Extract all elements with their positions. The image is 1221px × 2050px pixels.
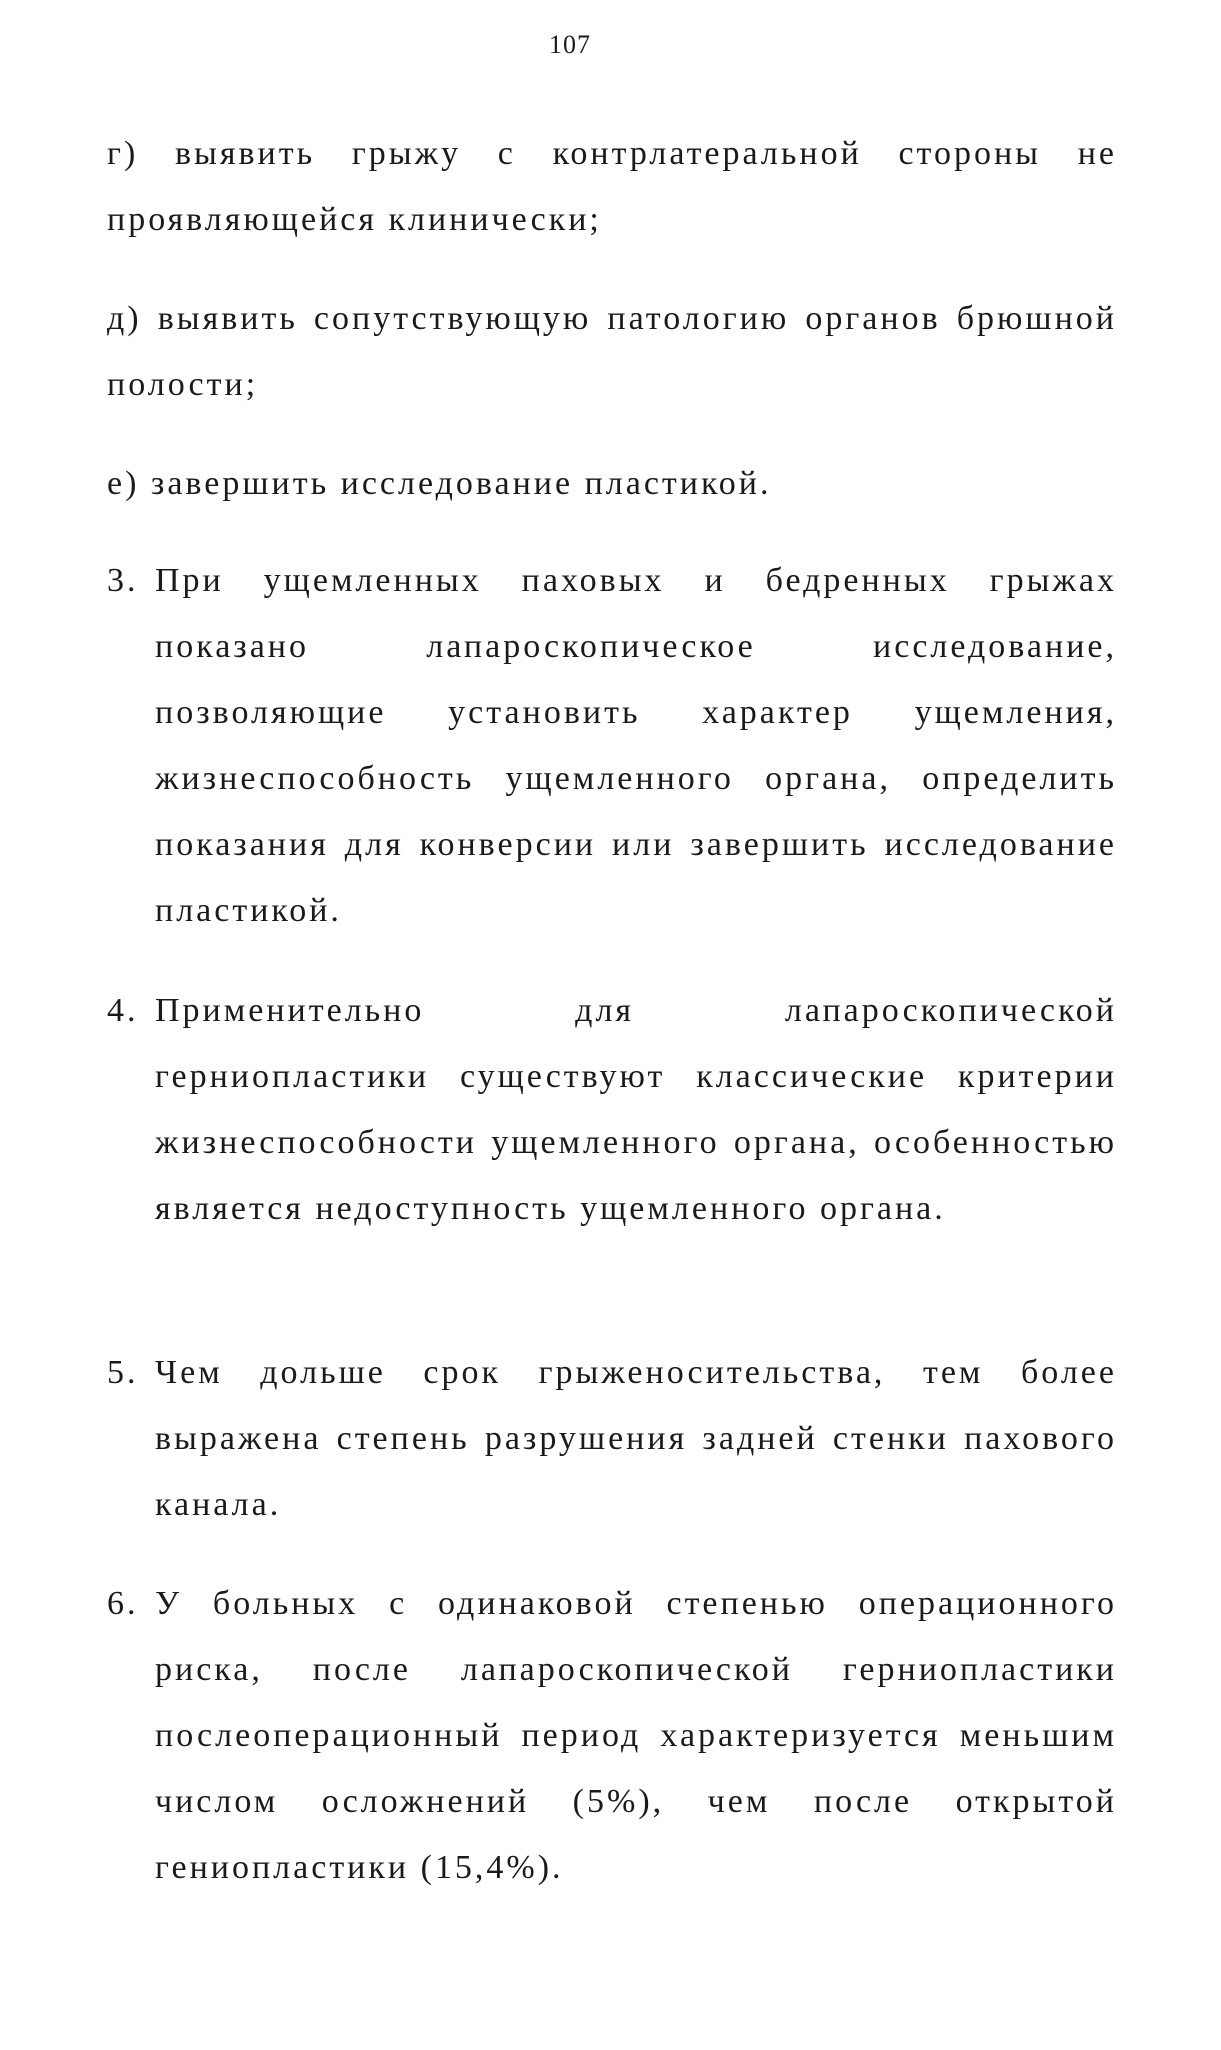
list-item-6 bbox=[107, 1571, 1117, 1901]
list-item-number: 4. bbox=[107, 992, 139, 1029]
list-item-text: Чем дольше срок грыженосительства, тем более выражена степень разрушения задней стенки пахового канала. bbox=[155, 1354, 1117, 1523]
list-item-number: 5. bbox=[107, 1354, 139, 1391]
list-item-number: 6. bbox=[107, 1585, 139, 1622]
list-item-3 bbox=[107, 548, 1117, 944]
list-item-text: Применительно для лапароскопической герниопластики существуют классические критерии жизнеспособности ущемленного органа, особенностью является недоступность ущемленного органа. bbox=[155, 992, 1117, 1227]
paragraph-e: е) завершить исследование пластикой. bbox=[107, 465, 772, 502]
list-item-4 bbox=[107, 978, 1117, 1242]
page-number: 107 bbox=[549, 30, 591, 59]
list-item-text: При ущемленных паховых и бедренных грыжах показано лапароскопическое исследование, позволяющие установить характер ущемления, жизнеспособность ущемленного органа, определить показания для конверсии или завершить исследование пластикой. bbox=[155, 562, 1117, 929]
list-item-number: 3. bbox=[107, 562, 139, 599]
list-item-5 bbox=[107, 1340, 1117, 1538]
paragraph-d: д) выявить сопутствующую патологию органов брюшной полости; bbox=[107, 300, 1117, 403]
list-item-text: У больных с одинаковой степенью операционного риска, после лапароскопической герниопластики послеоперационный период характеризуется меньшим числом осложнений (5%), чем после открытой гениопластики (15,4%). bbox=[155, 1585, 1117, 1886]
paragraph-g: г) выявить грыжу с контрлатеральной стороны не проявляющейся клинически; bbox=[107, 135, 1117, 238]
